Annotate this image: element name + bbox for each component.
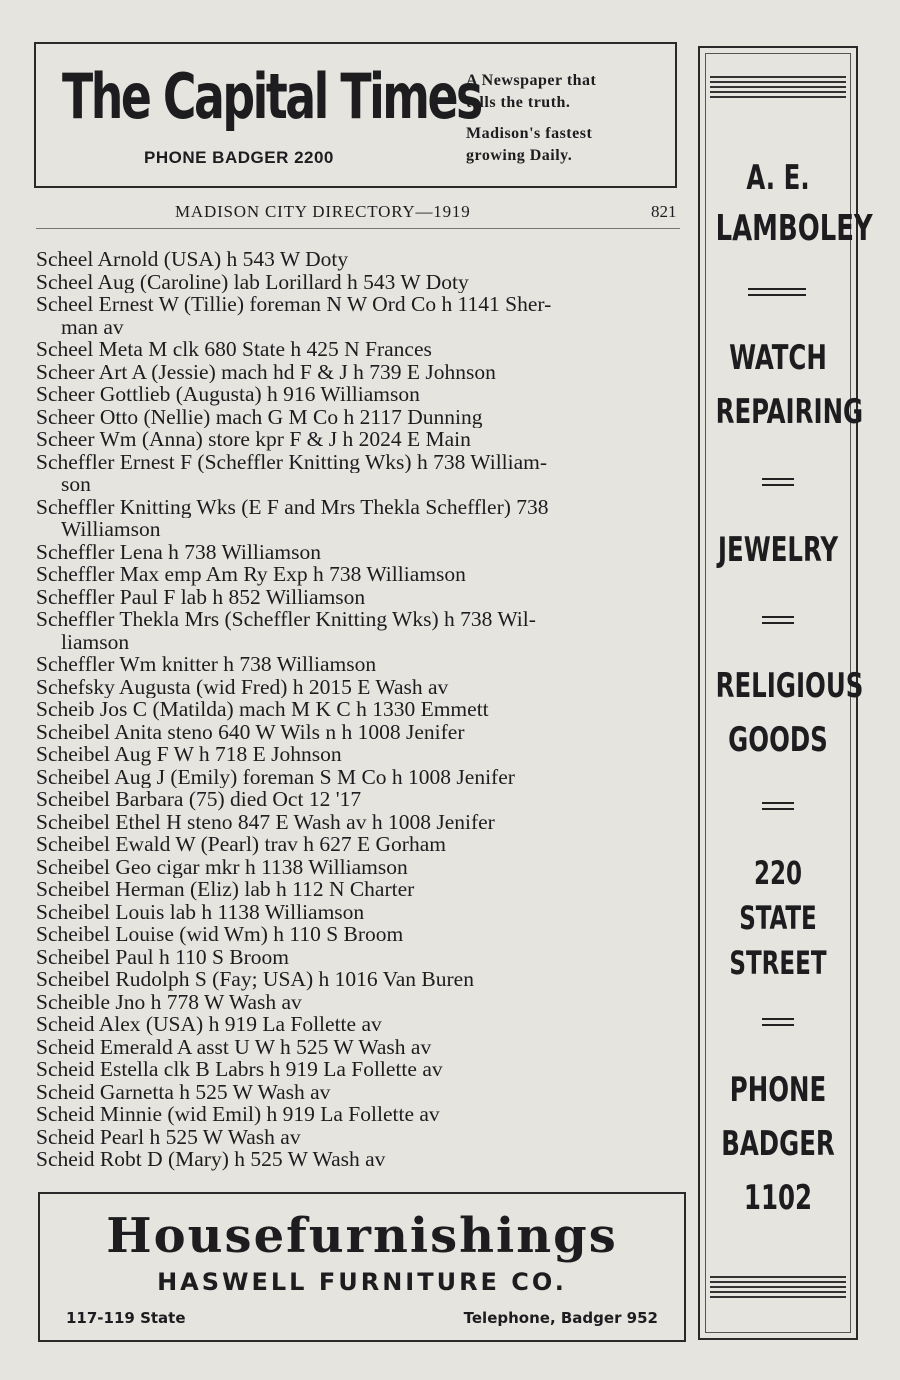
directory-entry: Scheibel Geo cigar mkr h 1138 Williamson xyxy=(36,855,408,878)
ad-street-number: 220 xyxy=(753,854,803,892)
separator xyxy=(762,802,794,811)
directory-entry: Scheibel Aug J (Emily) foreman S M Co h 1008 Jenifer xyxy=(36,765,515,788)
directory-entry: Scheffler Paul F lab h 852 Williamson xyxy=(36,585,366,608)
directory-entry: Scheel Arnold (USA) h 543 W Doty xyxy=(36,248,349,271)
tagline-line: tells the truth. xyxy=(466,94,571,111)
tagline-truth xyxy=(466,70,596,114)
directory-entry: Scheid Garnetta h 525 W Wash av xyxy=(36,1080,331,1103)
directory-entry-continuation: son xyxy=(61,473,91,496)
ad-repairing: REPAIRING xyxy=(715,392,864,432)
directory-entry-continuation: Williamson xyxy=(61,518,161,541)
capital-times-ad xyxy=(34,42,677,188)
directory-entry: Scheer Art A (Jessie) mach hd F & J h 739 E Johnson xyxy=(36,360,496,383)
directory-entry-continuation: liamson xyxy=(61,630,130,653)
directory-entry: Scheid Estella clk B Labrs h 919 La Follette av xyxy=(36,1058,443,1081)
directory-entry: Scheer Otto (Nellie) mach G M Co h 2117 Dunning xyxy=(36,405,483,428)
ad-watch: WATCH xyxy=(729,338,827,378)
separator xyxy=(762,478,794,487)
header-rule xyxy=(36,228,680,229)
directory-entry: Scheibel Paul h 110 S Broom xyxy=(36,945,290,968)
directory-entry: Scheibel Louise (wid Wm) h 110 S Broom xyxy=(36,923,404,946)
decorative-rules-top xyxy=(710,76,846,100)
directory-entry: Scheffler Lena h 738 Williamson xyxy=(36,540,321,563)
tagline-daily xyxy=(466,123,592,167)
directory-entry: Scheibel Anita steno 640 W Wils n h 1008 Jenifer xyxy=(36,720,465,743)
page-header: MADISON CITY DIRECTORY—1919 xyxy=(175,202,471,221)
directory-entry: Scheid Pearl h 525 W Wash av xyxy=(36,1125,301,1148)
ad-address: 117-119 State xyxy=(66,1309,186,1327)
separator xyxy=(748,288,806,297)
separator xyxy=(762,1018,794,1027)
page-number: 821 xyxy=(651,202,677,221)
directory-entry-continuation: man av xyxy=(61,315,124,338)
ad-name-initials: A. E. xyxy=(746,158,810,198)
directory-entries xyxy=(36,248,686,1171)
tagline-line: growing Daily. xyxy=(466,147,573,164)
directory-entry: Scheibel Rudolph S (Fay; USA) h 1016 Van Buren xyxy=(36,968,474,991)
directory-entry: Scheibel Louis lab h 1138 Williamson xyxy=(36,900,365,923)
ad-telephone: Telephone, Badger 952 xyxy=(463,1309,658,1327)
directory-entry: Scheible Jno h 778 W Wash av xyxy=(36,990,302,1013)
ad-goods: GOODS xyxy=(728,720,828,760)
tagline-line: A Newspaper that xyxy=(466,72,597,89)
directory-entry: Scheibel Ethel H steno 847 E Wash av h 1008 Jenifer xyxy=(36,810,495,833)
directory-entry: Scheffler Max emp Am Ry Exp h 738 Williamson xyxy=(36,563,466,586)
newspaper-phone: PHONE BADGER 2200 xyxy=(144,148,334,167)
ad-headline: Housefurnishings xyxy=(106,1208,618,1264)
directory-entry: Scheffler Ernest F (Scheffler Knitting Wks) h 738 William- xyxy=(36,450,548,473)
ad-phone-number: 1102 xyxy=(743,1178,813,1218)
ad-jewelry: JEWELRY xyxy=(717,530,839,570)
directory-entry: Scheid Minnie (wid Emil) h 919 La Follette av xyxy=(36,1103,440,1126)
directory-entry: Scheffler Thekla Mrs (Scheffler Knitting Wks) h 738 Wil- xyxy=(36,608,536,631)
directory-entry: Scheibel Aug F W h 718 E Johnson xyxy=(36,743,342,766)
directory-entry: Scheel Ernest W (Tillie) foreman N W Ord Co h 1141 Sher- xyxy=(36,293,552,316)
ad-religious: RELIGIOUS xyxy=(715,666,864,706)
directory-entry: Scheer Wm (Anna) store kpr F & J h 2024 E Main xyxy=(36,428,471,451)
directory-entry: Scheibel Ewald W (Pearl) trav h 627 E Gorham xyxy=(36,833,446,856)
decorative-rules-bottom xyxy=(710,1276,846,1300)
ad-street: STREET xyxy=(729,944,827,982)
directory-entry: Scheibel Barbara (75) died Oct 12 '17 xyxy=(36,788,362,811)
directory-entry: Scheid Robt D (Mary) h 525 W Wash av xyxy=(36,1148,386,1171)
directory-entry: Scheel Meta M clk 680 State h 425 N Frances xyxy=(36,338,432,361)
directory-entry: Scheffler Knitting Wks (E F and Mrs Thekla Scheffler) 738 xyxy=(36,495,549,518)
directory-entry: Scheib Jos C (Matilda) mach M K C h 1330 Emmett xyxy=(36,698,489,721)
directory-entry: Scheel Aug (Caroline) lab Lorillard h 543 W Doty xyxy=(36,270,469,293)
ad-name-surname: LAMBOLEY xyxy=(715,208,873,249)
directory-entry: Scheid Emerald A asst U W h 525 W Wash av xyxy=(36,1035,432,1058)
ad-phone-exchange: BADGER xyxy=(721,1124,835,1164)
directory-entry: Scheibel Herman (Eliz) lab h 112 N Charter xyxy=(36,878,415,901)
ad-phone-label: PHONE xyxy=(729,1070,827,1110)
haswell-furniture-ad xyxy=(38,1192,686,1342)
ad-state: STATE xyxy=(739,899,817,937)
directory-entry: Scheffler Wm knitter h 738 Williamson xyxy=(36,653,377,676)
tagline-line: Madison's fastest xyxy=(466,125,593,142)
separator xyxy=(762,616,794,625)
directory-entry: Schefsky Augusta (wid Fred) h 2015 E Wash av xyxy=(36,675,449,698)
directory-entry: Scheer Gottlieb (Augusta) h 916 Williamson xyxy=(36,383,420,406)
newspaper-title: The Capital Times xyxy=(62,60,481,133)
lamboley-ad xyxy=(698,46,873,1340)
ad-company: HASWELL FURNITURE CO. xyxy=(157,1268,567,1296)
directory-entry: Scheid Alex (USA) h 919 La Follette av xyxy=(36,1013,382,1036)
